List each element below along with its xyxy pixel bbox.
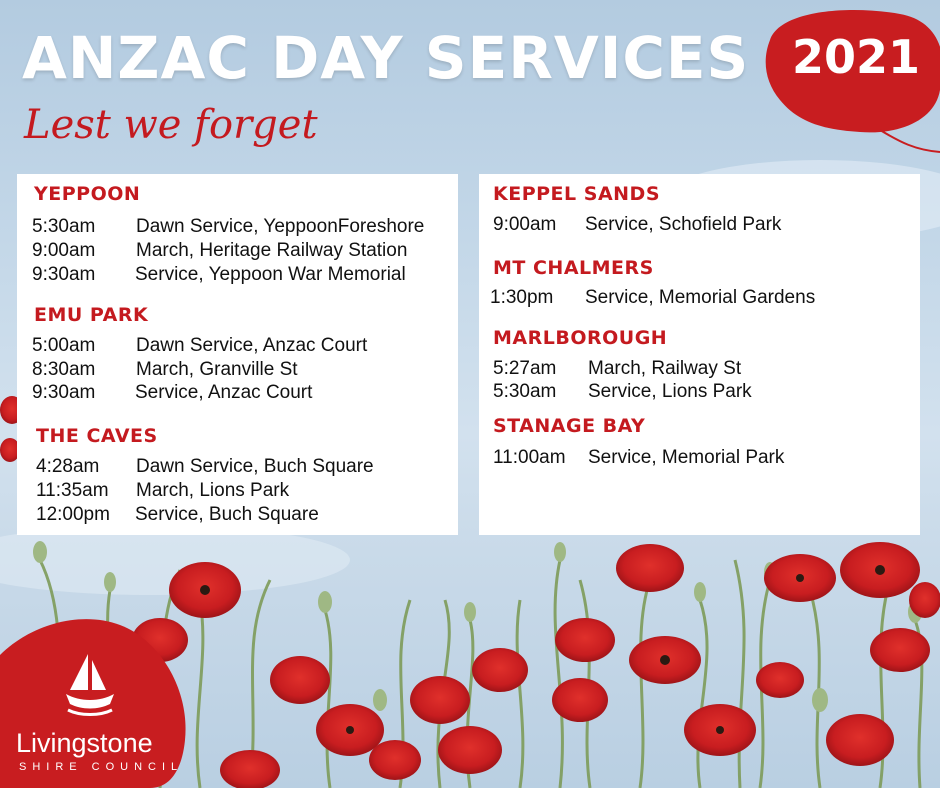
service-time: 9:30am	[32, 264, 96, 285]
year-label: 2021	[791, 30, 921, 84]
service-time: 12:00pm	[36, 504, 110, 525]
service-time: 11:35am	[36, 480, 109, 501]
service-row	[490, 286, 915, 310]
service-description: Service, Lions Park	[588, 381, 752, 402]
logo-tagline: SHIRE COUNCIL	[19, 761, 184, 773]
town-heading: MARLBOROUGH	[493, 327, 668, 349]
service-time: 5:27am	[493, 358, 557, 379]
town-heading: THE CAVES	[36, 425, 158, 447]
logo-name: Livingstone	[16, 728, 153, 758]
town-heading: YEPPOON	[34, 183, 141, 205]
service-row	[36, 503, 456, 527]
town-heading: KEPPEL SANDS	[493, 183, 660, 205]
service-description: Service, Buch Square	[135, 504, 319, 525]
service-row	[32, 358, 457, 382]
service-time: 11:00am	[493, 447, 566, 468]
service-description: Dawn Service, YeppoonForeshore	[136, 216, 425, 237]
service-description: March, Heritage Railway Station	[136, 240, 408, 261]
town-heading: EMU PARK	[34, 304, 149, 326]
service-description: Service, Anzac Court	[135, 382, 313, 403]
service-time: 8:30am	[32, 359, 96, 380]
page-title: ANZAC DAY SERVICES	[22, 24, 750, 92]
service-time: 9:00am	[493, 214, 557, 235]
service-row	[493, 213, 913, 237]
service-description: Service, Schofield Park	[585, 214, 782, 235]
service-time: 9:30am	[32, 382, 96, 403]
subtitle: Lest we forget	[24, 102, 318, 148]
service-description: Dawn Service, Anzac Court	[136, 335, 368, 356]
service-row	[32, 381, 457, 405]
service-time: 5:30am	[32, 216, 96, 237]
service-time: 4:28am	[36, 456, 100, 477]
left-schedule-panel	[17, 174, 458, 535]
service-time: 5:00am	[32, 335, 96, 356]
service-description: Dawn Service, Buch Square	[136, 456, 374, 477]
service-time: 1:30pm	[490, 287, 554, 308]
service-row	[493, 380, 913, 404]
service-row	[493, 446, 913, 470]
service-row	[36, 455, 456, 479]
town-heading: MT CHALMERS	[493, 257, 654, 279]
service-description: March, Railway St	[588, 358, 742, 379]
service-description: Service, Memorial Gardens	[585, 287, 816, 308]
service-description: Service, Memorial Park	[588, 447, 785, 468]
service-row	[32, 239, 457, 263]
service-time: 9:00am	[32, 240, 96, 261]
service-description: Service, Yeppoon War Memorial	[135, 264, 406, 285]
service-row	[32, 263, 457, 287]
service-row	[32, 215, 457, 239]
service-time: 5:30am	[493, 381, 557, 402]
service-row	[32, 334, 457, 358]
council-emblem-icon	[60, 650, 120, 720]
service-row	[493, 357, 913, 381]
service-description: March, Lions Park	[136, 480, 290, 501]
service-row	[36, 479, 456, 503]
service-description: March, Granville St	[136, 359, 298, 380]
town-heading: STANAGE BAY	[493, 415, 646, 437]
right-schedule-panel	[479, 174, 920, 535]
